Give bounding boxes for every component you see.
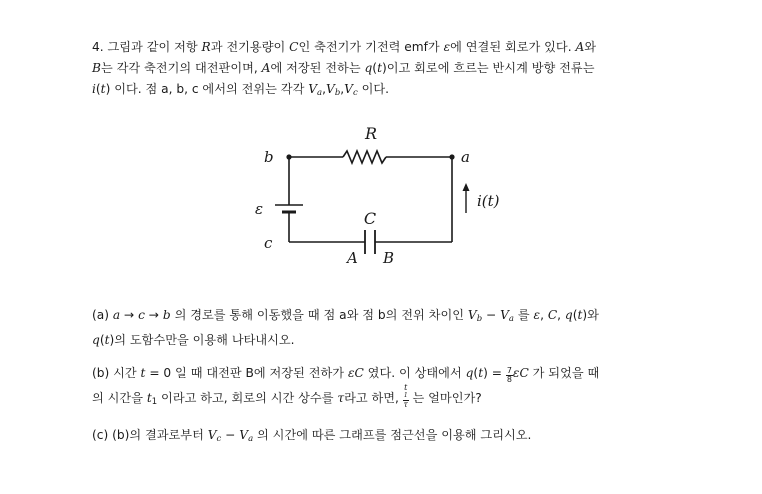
label-current: i(t) <box>477 192 500 210</box>
part-a-line1: (a) a → c → b 의 경로를 통해 이동했을 때 점 a와 점 b의 전위 차이인 $V_b - V_a$ 를 ε, C, q(t)와 <box>92 308 599 324</box>
circuit-wires <box>289 151 452 242</box>
fraction-t1-over-tau: t 1 τ <box>403 383 408 409</box>
label-B: B <box>383 249 395 267</box>
label-c: c <box>264 234 273 252</box>
part-b-line1: (b) 시간 t = 0 일 때 대전판 B에 저장된 전하가 εC 였다. 이 상태에서 q(t) = $\frac{7}{8}$ εC 가 되었을 때 <box>92 366 600 384</box>
part-c-line1: (c) (b)의 결과로부터 $V_c - V_a$ 의 시간에 따른 그래프를 점근선을 이용해 그리시오. <box>92 428 532 444</box>
fraction-seven-eighths: $\frac{7}{8}$ <box>506 366 512 384</box>
label-emf: ε <box>255 200 264 218</box>
part-c <box>92 425 672 450</box>
label-a: a <box>461 148 470 166</box>
intro-line3: i(t) 이다. 점 a, b, c 에서의 전위는 각각 $V_a,V_b,V_c$ 이다. <box>92 82 390 98</box>
label-C: C <box>363 209 377 228</box>
part-a <box>92 305 672 351</box>
current-arrow-head <box>463 183 470 191</box>
resistor <box>343 151 386 163</box>
label-R: R <box>364 124 378 143</box>
node-a <box>449 154 454 159</box>
intro-line2: B는 각각 축전기의 대전판이며, A에 저장된 전하는 q(t)이고 회로에 흐르는 반시계 방향 전류는 <box>92 61 595 75</box>
part-b <box>92 363 672 413</box>
label-b: b <box>264 148 274 166</box>
part-b-line2: 의 시간을 $t_1$ 이라고 하고, 회로의 시간 상수를 τ라고 하면, t 1 τ 는 얼마인가? <box>92 383 482 409</box>
label-A: A <box>347 249 358 267</box>
node-b <box>286 154 291 159</box>
intro-line1: 4. 그림과 같이 저항 R과 전기용량이 C인 축전기가 기전력 emf가 ε에 연결된 회로가 있다. A와 <box>92 40 597 54</box>
part-a-line2: q(t)의 도함수만을 이용해 나타내시오. <box>92 333 295 347</box>
